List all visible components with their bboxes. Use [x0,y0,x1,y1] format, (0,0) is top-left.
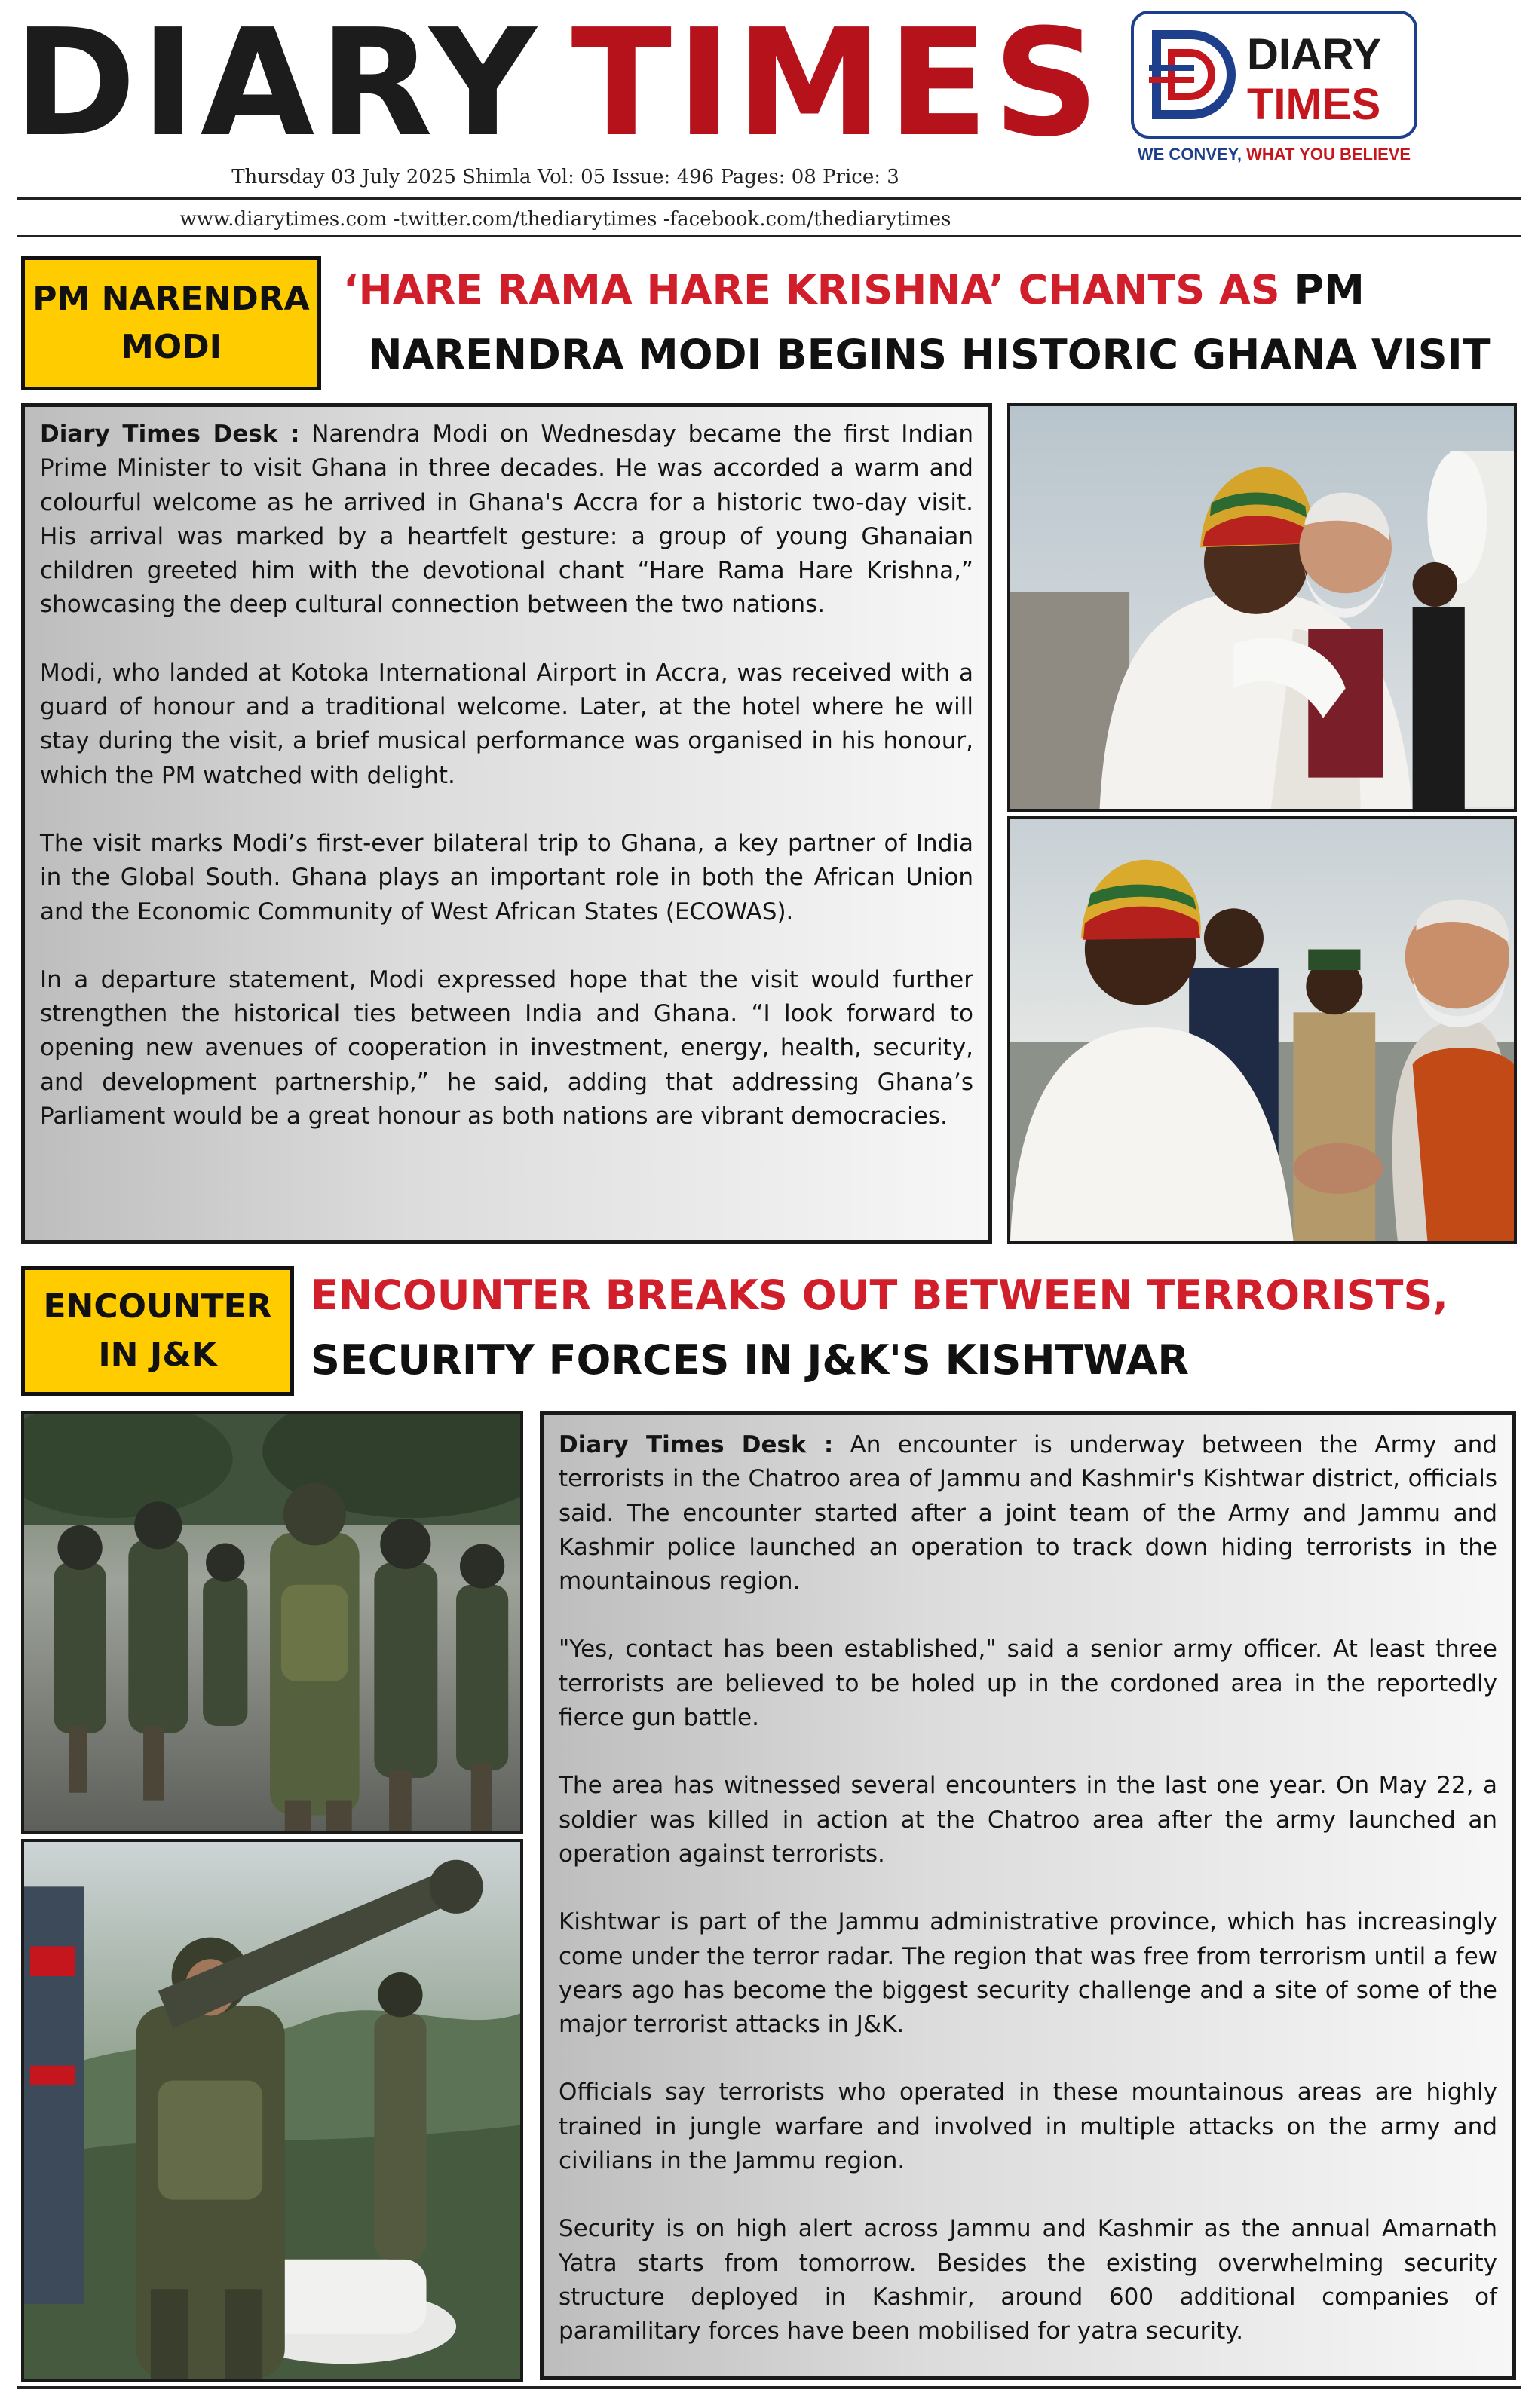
story1-desk-label: Diary Times Desk : [40,421,300,448]
section-tag-encounter: ENCOUNTER IN J&K [21,1266,294,1396]
story2-headline [311,1263,1515,1393]
logo-d-icon [1146,27,1241,122]
masthead [0,0,1538,249]
story1-paragraph: Diary Times Desk : Narendra Modi on Wednesday became the first Indian Prime Minister to visit Ghana in three decades. He was accorded a warm and colourful welcome as he arrived in Ghana's Accra for a historic two-day visit. His arrival was marked by a heartfelt gesture: a group of young Ghanaian children greeted him with the devotional chant “Hare Rama Hare Krishna,” showcasing the deep cultural connection between the two nations. [40,421,973,619]
story2-desk-label: Diary Times Desk : [559,1431,834,1458]
masthead-divider-bottom [17,235,1521,237]
story1-headline-black: PM [1279,266,1365,314]
title-word-diary: DIARY [14,0,541,170]
story1-headline-line2: NARENDRA MODI BEGINS HISTORIC GHANA VISIT [368,331,1491,378]
story2-headline-line2: SECURITY FORCES IN J&K'S KISHTWAR [311,1336,1189,1384]
photo-soldiers-patrol [21,1411,523,1834]
newspaper-logo [1131,11,1417,139]
tagline-part2: WHAT YOU BELIEVE [1246,145,1411,164]
story2-paragraph: Officials say terrorists who operated in these mountainous areas are highly trained in jungle warfare and involved in multiple attacks on the army and civilians in the Jammu region. [559,2079,1497,2175]
story2-paragraph: Kishtwar is part of the Jammu administrative province, which has increasingly come under the terror radar. The region that was free from terrorism until a few years ago has become the biggest security challenge and a site of some of the major terrorist attacks in J&K. [559,1908,1497,2039]
photo-soldier-launcher [21,1839,523,2382]
edition-line: Thursday 03 July 2025 Shimla Vol: 05 Issue: 496 Pages: 08 Price: 3 [231,166,899,188]
logo-tagline [1134,145,1414,164]
story1-paragraph: The visit marks Modi’s first-ever bilateral trip to Ghana, a key partner of India in the Global South. Ghana plays an important role in both the African Union and the Economic Community of West African States (ECOWAS). [40,829,973,926]
story1-headline-red: ‘HARE RAMA HARE KRISHNA’ CHANTS AS [343,266,1280,314]
newspaper-title [14,0,1104,170]
story2-headline-line1: ENCOUNTER BREAKS OUT BETWEEN TERRORISTS, [311,1271,1448,1319]
title-word-times: TIMES [571,0,1104,170]
photo-modi-ghana-handshake [1007,816,1517,1244]
section-tag-pm-modi: PM NARENDRA MODI [21,256,321,390]
tagline-part1: WE CONVEY, [1137,145,1247,164]
page-bottom-rule [17,2386,1521,2389]
logo-word-diary: DIARY [1247,30,1382,79]
story1-paragraph: In a departure statement, Modi expressed hope that the visit would further strengthen the historical ties between India and Ghana. “I look forward to opening new avenues of cooperation in investment, energy, health, security, and development partnership,” he said, adding that addressing Ghana’s Parliament would be a great honour as both nations are vibrant democracies. [40,965,973,1131]
masthead-divider-top [17,197,1521,200]
story2-paragraph: Diary Times Desk : An encounter is underway between the Army and terrorists in the Chatroo area of Jammu and Kashmir's Kishtwar district, officials said. The encounter started after a joint team of the Army and Jammu and Kashmir police launched an operation to track down hiding terrorists in the mountainous region. [559,1431,1497,1596]
story1-article [21,403,992,1244]
logo-word-times: TIMES [1247,80,1381,129]
photo-modi-ghana-embrace [1007,403,1517,812]
story2-paragraph: "Yes, contact has been established," said a senior army officer. At least three terrorists are believed to be holed up in the cordoned area in the reportedly fierce gun battle. [559,1635,1497,1732]
story2-paragraph: The area has witnessed several encounters in the last one year. On May 22, a soldier was killed in action at the Chatroo area after the army launched an operation against terrorists. [559,1772,1497,1868]
story2-paragraph: Security is on high alert across Jammu and Kashmir as the annual Amarnath Yatra starts from tomorrow. Besides the existing overwhelming security structure deployed in Kashmir, around 600 additional companies of paramilitary forces have been mobilised for yatra security. [559,2215,1497,2345]
story2-article [540,1411,1516,2380]
story1-headline [343,258,1515,387]
story1-paragraph: Modi, who landed at Kotoka International Airport in Accra, was received with a guard of honour and a traditional welcome. Later, at the hotel where he will stay during the visit, a brief musical performance was organised in his honour, which the PM watched with delight. [40,659,973,789]
social-links: www.diarytimes.com -twitter.com/thediarytimes -facebook.com/thediarytimes [179,208,951,231]
